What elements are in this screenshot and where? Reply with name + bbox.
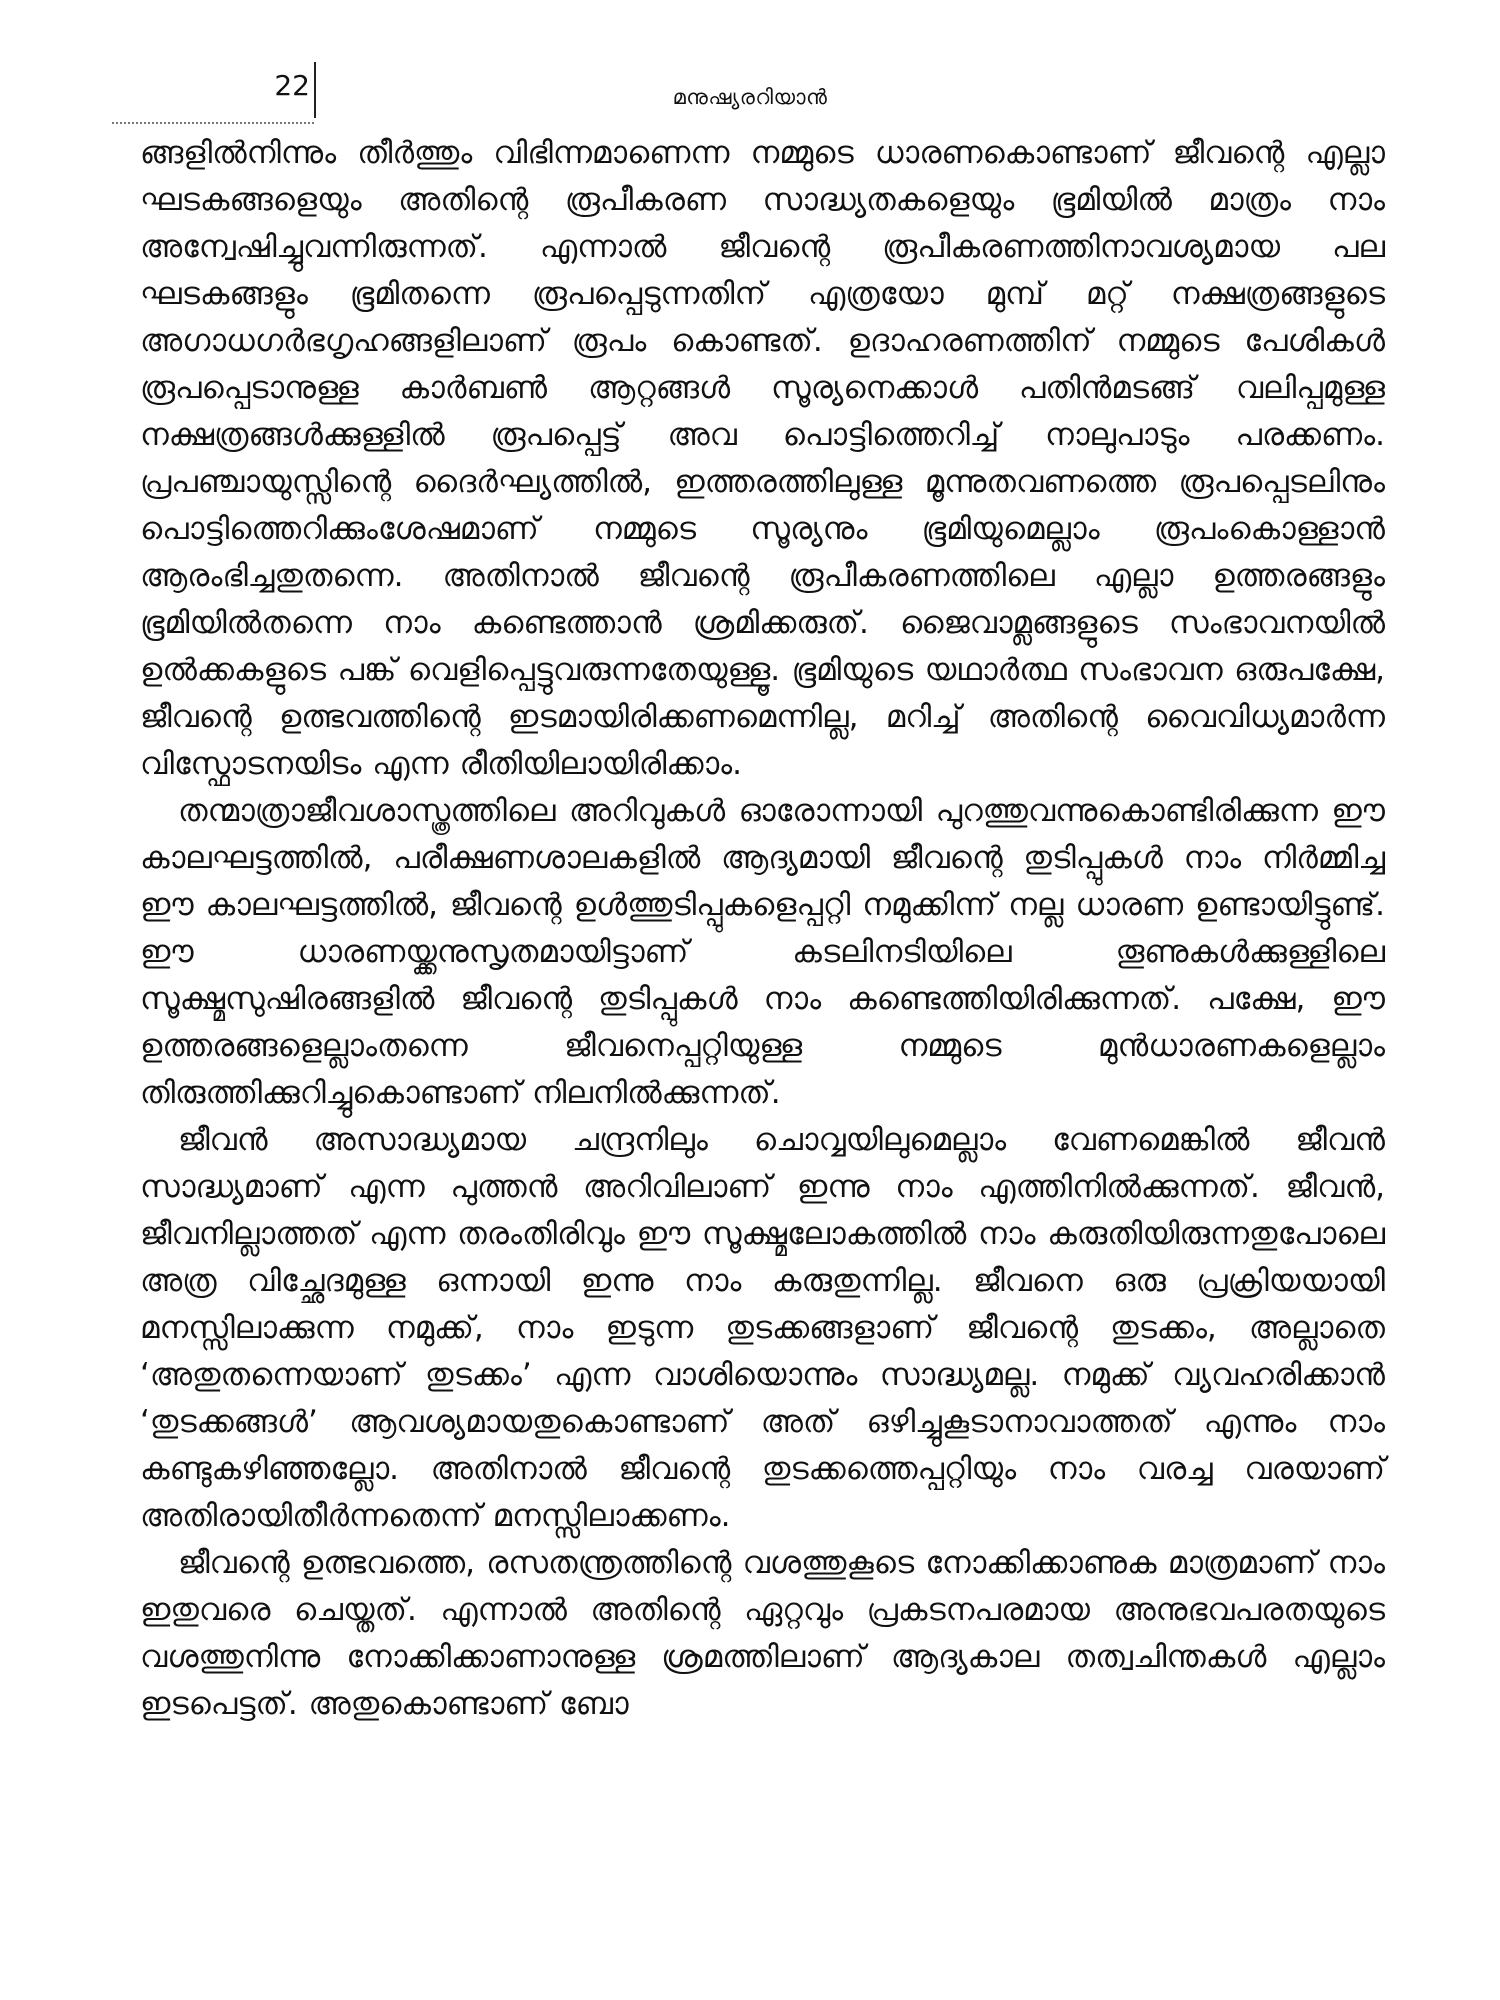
page-number: 22 (274, 69, 310, 102)
body-text (140, 130, 1385, 1728)
paragraph-1: ങ്ങളിൽനിന്നും തീർത്തും വിഭിന്നമാണെന്ന നമ്മുടെ ധാരണകൊണ്ടാണ് ജീവന്റെ എല്ലാ ഘടകങ്ങളെയും അതിന്റെ രൂപീകരണ സാദ്ധ്യതകളെയും ഭൂമിയിൽ മാത്രം നാം അന്വേഷിച്ചുവന്നിരുന്നത്. എന്നാൽ ജീവന്റെ രൂപീകരണത്തിനാവശ്യമായ പല ഘടകങ്ങളും ഭൂമിതന്നെ രൂപപ്പെടുന്നതിന് എത്രയോ മുമ്പ് മറ്റ് നക്ഷത്രങ്ങളുടെ അഗാധഗർഭഗൃഹങ്ങളിലാണ് രൂപം കൊണ്ടത്. ഉദാഹരണത്തിന് നമ്മുടെ പേശികൾ രൂപപ്പെടാനുള്ള കാർബൺ ആറ്റങ്ങൾ സൂര്യനെക്കാൾ പതിൻമടങ്ങ് വലിപ്പമുള്ള നക്ഷത്രങ്ങൾക്കുള്ളിൽ രൂപപ്പെട്ട് അവ പൊട്ടിത്തെറിച്ച് നാലുപാടും പരക്കണം. പ്രപഞ്ചായുസ്സിന്റെ ദൈർഘ്യത്തിൽ, ഇത്തരത്തിലുള്ള മൂന്നുതവണത്തെ രൂപപ്പെടലിനും പൊട്ടിത്തെറിക്കുംശേഷമാണ് നമ്മുടെ സൂര്യനും ഭൂമിയുമെല്ലാം രൂപംകൊള്ളാൻ ആരംഭിച്ചതുതന്നെ. അതിനാൽ ജീവന്റെ രൂപീകരണത്തിലെ എല്ലാ ഉത്തരങ്ങളും ഭൂമിയിൽതന്നെ നാം കണ്ടെത്താൻ ശ്രമിക്കരുത്. ജൈവാമ്ലങ്ങളുടെ സംഭാവനയിൽ ഉൽക്കകളുടെ പങ്ക് വെളിപ്പെട്ടുവരുന്നതേയുള്ളൂ. ഭൂമിയുടെ യഥാർത്ഥ സംഭാവന ഒരുപക്ഷേ, ജീവന്റെ ഉത്ഭവത്തിന്റെ ഇടമായിരിക്കണമെന്നില്ല, മറിച്ച് അതിന്റെ വൈവിധ്യമാർന്ന വിസ്ഫോടനയിടം എന്ന രീതിയിലായിരിക്കാം. (140, 135, 1385, 782)
page-header (0, 0, 1500, 130)
page-number-divider (314, 62, 316, 118)
paragraph-3: ജീവൻ അസാദ്ധ്യമായ ചന്ദ്രനിലും ചൊവ്വയിലുമെല്ലാം വേണമെങ്കിൽ ജീവൻ സാദ്ധ്യമാണ് എന്ന പുത്തൻ അറിവിലാണ് ഇന്നു നാം എത്തിനിൽക്കുന്നത്. ജീവൻ, ജീവനില്ലാത്തത് എന്ന തരംതിരിവും ഈ സൂക്ഷ്മലോകത്തിൽ നാം കരുതിയിരുന്നതുപോലെ അത്ര വിച്ഛേദമുള്ള ഒന്നായി ഇന്നു നാം കരുതുന്നില്ല. ജീവനെ ഒരു പ്രക്രിയയായി മനസ്സിലാക്കുന്ന നമുക്ക്, നാം ഇടുന്ന തുടക്കങ്ങളാണ് ജീവന്റെ തുടക്കം, അല്ലാതെ ‘അതുതന്നെയാണ് തുടക്കം’ എന്ന വാശിയൊന്നും സാദ്ധ്യമല്ല. നമുക്ക് വ്യവഹരിക്കാൻ ‘തുടക്കങ്ങൾ’ ആവശ്യമായതുകൊണ്ടാണ് അത് ഒഴിച്ചുകൂടാനാവാത്തത് എന്നും നാം കണ്ടുകഴിഞ്ഞല്ലോ. അതിനാൽ ജീവന്റെ തുടക്കത്തെപ്പറ്റിയും നാം വരച്ച വരയാണ് അതിരായിതീർന്നതെന്ന് മനസ്സിലാക്കണം. (140, 1122, 1385, 1534)
header-rule (112, 122, 314, 124)
running-title: മനുഷ്യരറിയാൻ (672, 85, 828, 109)
paragraph-2: തന്മാത്രാജീവശാസ്ത്രത്തിലെ അറിവുകൾ ഓരോന്നായി പുറത്തുവന്നുകൊണ്ടിരിക്കുന്ന ഈ കാലഘട്ടത്തിൽ, പരീക്ഷണശാലകളിൽ ആദ്യമായി ജീവന്റെ തുടിപ്പുകൾ നാം നിർമ്മിച്ച ഈ കാലഘട്ടത്തിൽ, ജീവന്റെ ഉൾത്തുടിപ്പുകളെപ്പറ്റി നമുക്കിന്ന് നല്ല ധാരണ ഉണ്ടായിട്ടുണ്ട്. ഈ ധാരണയ്ക്കനുസൃതമായിട്ടാണ് കടലിനടിയിലെ തൂണുകൾക്കുള്ളിലെ സൂക്ഷ്മസുഷിരങ്ങളിൽ ജീവന്റെ തുടിപ്പുകൾ നാം കണ്ടെത്തിയിരിക്കുന്നത്. പക്ഷേ, ഈ ഉത്തരങ്ങളെല്ലാംതന്നെ ജീവനെപ്പറ്റിയുള്ള നമ്മുടെ മുൻധാരണകളെല്ലാം തിരുത്തിക്കുറിച്ചുകൊണ്ടാണ് നിലനിൽക്കുന്നത്. (140, 793, 1385, 1111)
paragraph-4: ജീവന്റെ ഉത്ഭവത്തെ, രസതന്ത്രത്തിന്റെ വശത്തുകൂടെ നോക്കിക്കാണുക മാത്രമാണ് നാം ഇതുവരെ ചെയ്തത്. എന്നാൽ അതിന്റെ ഏറ്റവും പ്രകടനപരമായ അനുഭവപരതയുടെ വശത്തുനിന്നു നോക്കിക്കാണാനുള്ള ശ്രമത്തിലാണ് ആദ്യകാല തത്വചിന്തകൾ എല്ലാം ഇടപെട്ടത്. അതുകൊണ്ടാണ് ബോ (140, 1545, 1385, 1722)
